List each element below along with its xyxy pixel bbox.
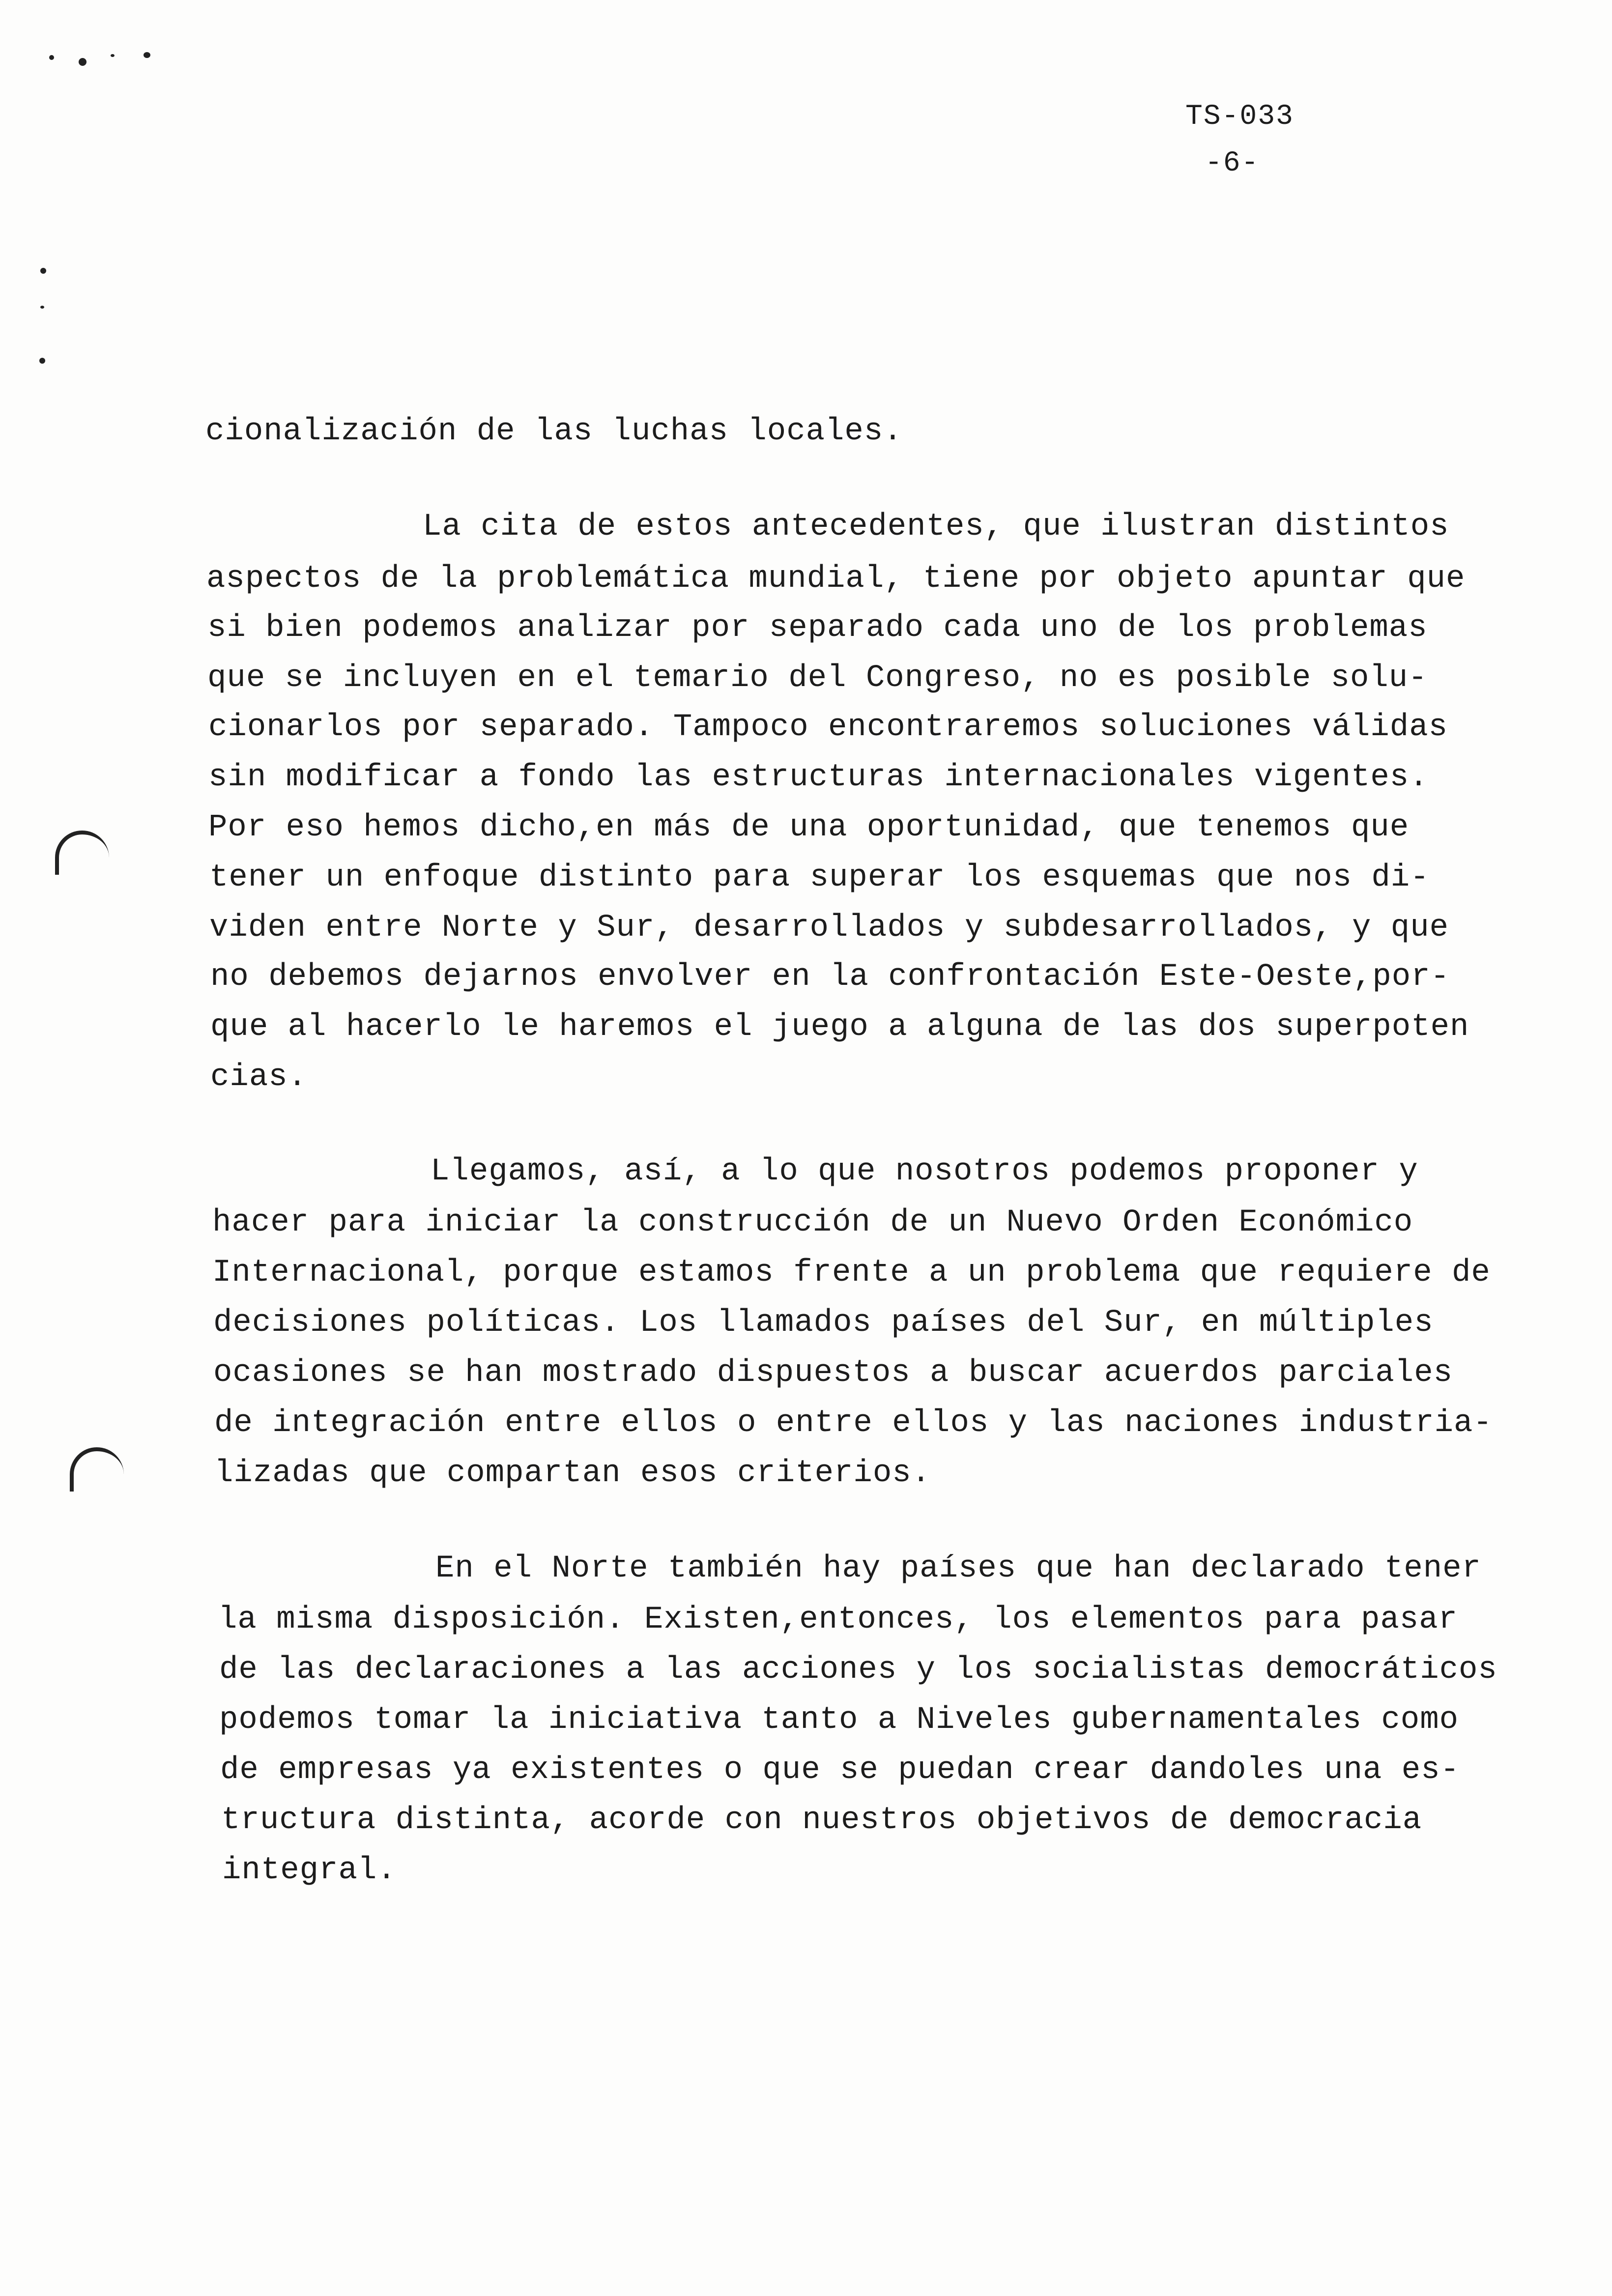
scan-speck: [39, 358, 45, 364]
text-line: hacer para iniciar la construcción de un Nuevo Orden Económico: [212, 1205, 1413, 1240]
document-code: TS-033: [1185, 101, 1294, 133]
text-line: sin modificar a fondo las estructuras internacionales vigentes.: [208, 760, 1429, 795]
text-line: viden entre Norte y Sur, desarrollados y subdesarrollados, y que: [209, 910, 1449, 946]
text-line: de empresas ya existentes o que se puedan crear dandoles una es-: [220, 1752, 1460, 1788]
page-number: -6-: [1205, 147, 1260, 179]
scan-speck: [144, 52, 150, 58]
text-line: de las declaraciones a las acciones y los socialistas democráticos: [219, 1652, 1497, 1688]
text-line: de integración entre ellos o entre ellos y las naciones industria-: [214, 1406, 1493, 1441]
text-line: tructura distinta, acorde con nuestros objetivos de democracia: [221, 1803, 1422, 1838]
scan-speck: [79, 58, 86, 66]
text-line: cionarlos por separado. Tampoco encontraremos soluciones válidas: [208, 710, 1448, 745]
text-line: si bien podemos analizar por separado cada uno de los problemas: [207, 610, 1428, 646]
binding-hole-mark: [70, 1447, 124, 1492]
text-line: podemos tomar la iniciativa tanto a Niveles gubernamentales como: [219, 1702, 1459, 1738]
scan-speck: [49, 55, 54, 60]
text-line: no debemos dejarnos envolver en la confrontación Este-Oeste,por-: [210, 959, 1450, 995]
text-line: que al hacerlo le haremos el juego a alguna de las dos superpoten: [210, 1009, 1469, 1045]
text-line: tener un enfoque distinto para superar los esquemas que nos di-: [209, 860, 1430, 895]
text-line: la misma disposición. Existen,entonces, los elementos para pasar: [218, 1602, 1458, 1637]
scan-speck: [40, 306, 44, 309]
text-line: lizadas que compartan esos criterios.: [214, 1456, 931, 1491]
text-line: En el Norte también hay países que han declarado tener: [435, 1551, 1481, 1586]
text-line: cias.: [210, 1060, 308, 1095]
binding-hole-mark: [55, 831, 109, 875]
text-line: decisiones políticas. Los llamados países del Sur, en múltiples: [213, 1305, 1434, 1341]
text-line: La cita de estos antecedentes, que ilustran distintos: [423, 509, 1449, 545]
text-line: integral.: [222, 1853, 397, 1888]
text-line: aspectos de la problemática mundial, tiene por objeto apuntar que: [206, 561, 1466, 597]
text-line: Internacional, porque estamos frente a un problema que requiere de: [212, 1255, 1491, 1291]
scan-speck: [111, 54, 115, 57]
text-line: ocasiones se han mostrado dispuestos a buscar acuerdos parciales: [213, 1355, 1453, 1391]
text-line: Por eso hemos dicho,en más de una oportunidad, que tenemos que: [208, 810, 1410, 845]
scan-speck: [40, 268, 46, 274]
text-line: que se incluyen en el temario del Congreso, no es posible solu-: [207, 660, 1428, 696]
text-line: cionalización de las luchas locales.: [205, 414, 903, 449]
text-line: Llegamos, así, a lo que nosotros podemos proponer y: [431, 1154, 1418, 1189]
